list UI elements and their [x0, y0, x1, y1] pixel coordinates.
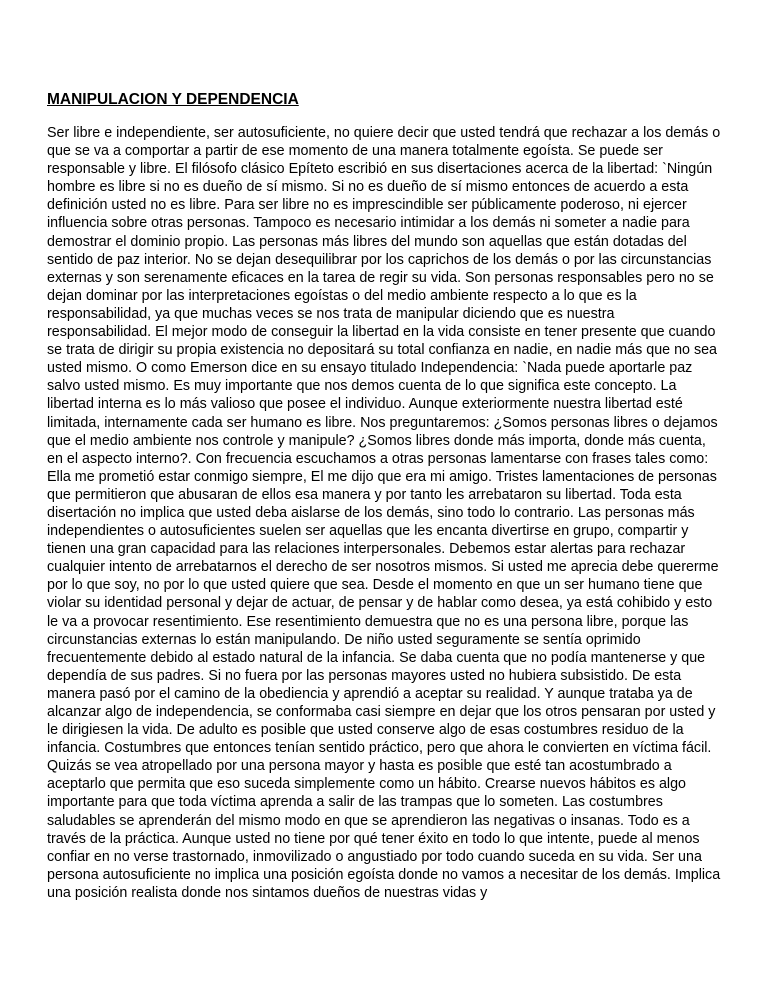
document-body-paragraph: Ser libre e independiente, ser autosuficiente, no quiere decir que usted tendrá que rechazar a los demás o que se va a comportar a partir de ese momento de una manera totalmente egoísta. Se puede ser responsable y libre. El filósofo clásico Epíteto escribió en sus disertaciones acerca de la libertad: `Ningún hombre es libre si no es dueño de sí mismo. Si no es dueño de sí mismo entonces de acuerdo a esta definición usted no es libre. Para ser libre no es imprescindible ser públicamente poderoso, ni ejercer influencia sobre otras personas. Tampoco es necesario intimidar a los demás ni someter a nadie para demostrar el dominio propio. Las personas más libres del mundo son aquellas que están dotadas del sentido de paz interior. No se dejan desequilibrar por los caprichos de los demás o por las circunstancias externas y son serenamente eficaces en la tarea de regir su vida. Son personas responsables pero no se dejan dominar por las interpretaciones egoístas o del medio ambiente respecto a lo que es la responsabilidad, ya que muchas veces se nos trata de manipular diciendo que es nuestra responsabilidad. El mejor modo de conseguir la libertad en la vida consiste en tener presente que cuando se trata de dirigir su propia existencia no depositará su total confianza en nadie, en nadie más que no sea usted mismo. O como Emerson dice en su ensayo titulado Independencia: `Nada puede aportarle paz salvo usted mismo. Es muy importante que nos demos cuenta de lo que significa este concepto. La libertad interna es lo más valioso que posee el individuo. Aunque exteriormente nuestra libertad esté limitada, internamente cada ser humano es libre. Nos preguntaremos: ¿Somos personas libres o dejamos que el medio ambiente nos controle y manipule? ¿Somos libres donde más importa, donde más cuenta, en el aspecto interno?. Con frecuencia escuchamos a otras personas lamentarse con frases tales como: Ella me prometió estar conmigo siempre, El me dijo que era mi amigo. Tristes lamentaciones de personas que permitieron que abusaran de ellos esa manera y por tanto les arrebataron su libertad. Toda esta disertación no implica que usted deba aislarse de los demás, sino todo lo contrario. Las personas más independientes o autosuficientes suelen ser aquellas que les encanta divertirse en grupo, compartir y tienen una gran capacidad para las relaciones interpersonales. Debemos estar alertas para rechazar cualquier intento de arrebatarnos el derecho de ser nosotros mismos. Si usted me aprecia debe quererme por lo que soy, no por lo que usted quiere que sea. Desde el momento en que un ser humano tiene que violar su identidad personal y dejar de actuar, de pensar y de hablar como desea, ya está cohibido y esto le va a provocar resentimiento. Ese resentimiento demuestra que no es una persona libre, porque las circunstancias externas lo están manipulando. De niño usted seguramente se sentía oprimido frecuentemente debido al estado natural de la infancia. Se daba cuenta que no podía mantenerse y que dependía de sus padres. Si no fuera por las personas mayores usted no hubiera subsistido. De esta manera pasó por el camino de la obediencia y aprendió a aceptar su realidad. Y aunque trataba ya de alcanzar algo de independencia, se conformaba casi siempre en dejar que los otros pensaran por usted y le dirigiesen la vida. De adulto es posible que usted conserve algo de esas costumbres residuo de la infancia. Costumbres que entonces tenían sentido práctico, pero que ahora le convierten en víctima fácil. Quizás se vea atropellado por una persona mayor y hasta es posible que esté tan acostumbrado a aceptarlo que permita que eso suceda simplemente como un hábito. Crearse nuevos hábitos es algo importante para que toda víctima aprenda a salir de las trampas que lo someten. Las costumbres saludables se aprenderán del mismo modo en que se aprendieron las negativas o insanas. Todo es a través de la práctica. Aunque usted no tiene por qué tener éxito en todo lo que intente, puede al menos confiar en no verse trastornado, inmovilizado o angustiado por todo cuando suceda en su vida. Ser una persona autosuficiente no implica una posición egoísta donde no vamos a necesitar de los demás. Implica una posición realista donde nos sintamos dueños de nuestras vidas y [47, 125, 721, 901]
document-title: MANIPULACION Y DEPENDENCIA [47, 91, 299, 108]
document-page [47, 90, 722, 902]
